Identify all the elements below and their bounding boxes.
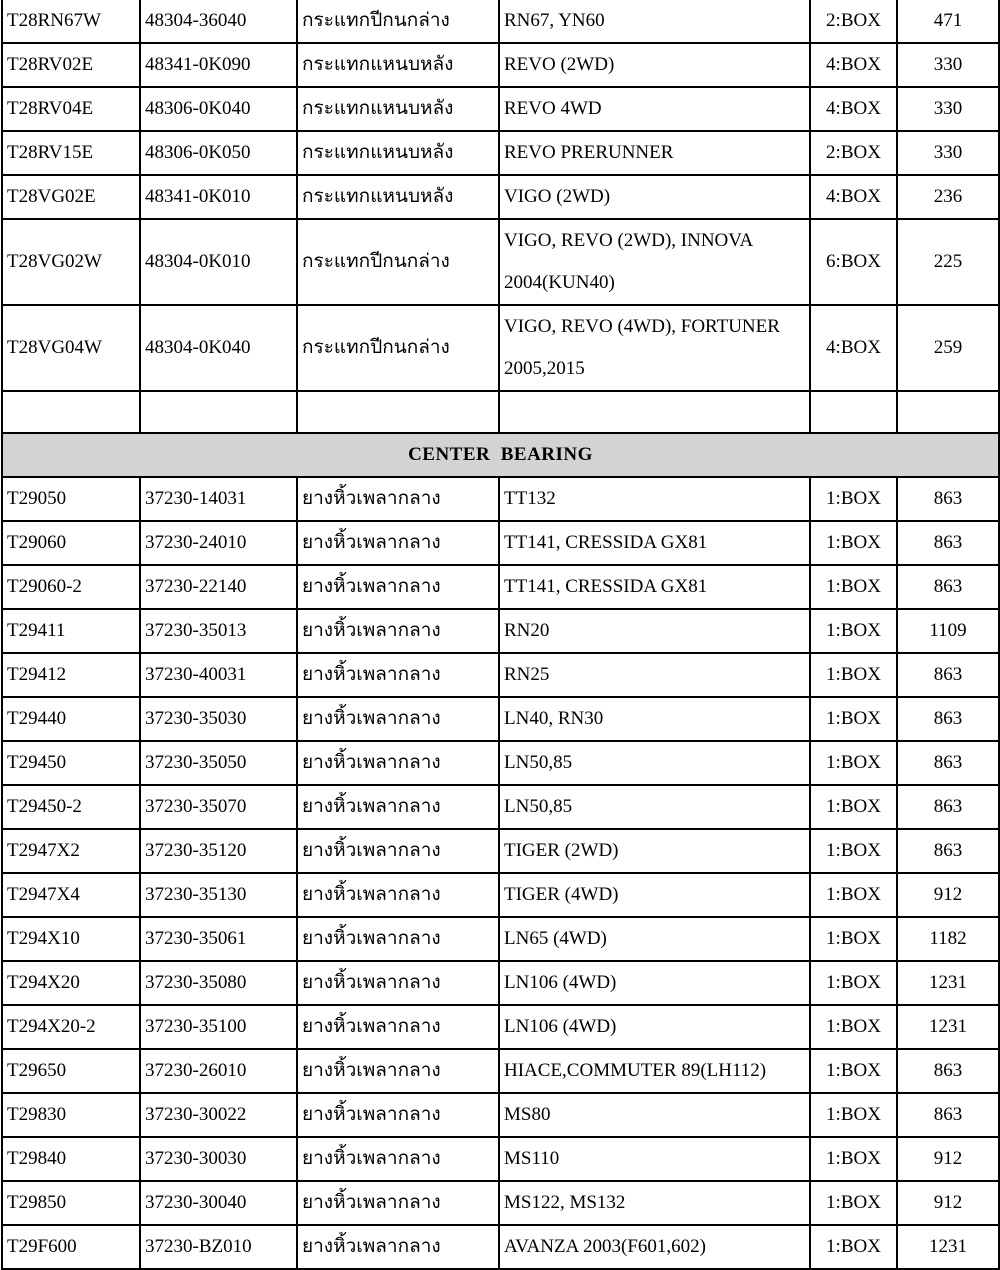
application-cell: HIACE,COMMUTER 89(LH112) [499, 1049, 810, 1093]
part-code-cell: T28RV02E [2, 43, 140, 87]
pack-qty-cell: 4:BOX [810, 305, 897, 391]
table-body-top [2, 0, 999, 391]
part-code-cell: T29440 [2, 697, 140, 741]
price-cell: 863 [897, 565, 999, 609]
part-code-cell: T28RV15E [2, 131, 140, 175]
description-cell: กระแทกปีกนกล่าง [297, 0, 499, 43]
table-row [2, 43, 999, 87]
oem-number-cell: 48306-0K040 [140, 87, 297, 131]
price-cell: 471 [897, 0, 999, 43]
part-code-cell: T294X10 [2, 917, 140, 961]
part-code-cell: T28VG04W [2, 305, 140, 391]
description-cell: กระแทกแหนบหลัง [297, 175, 499, 219]
oem-number-cell: 37230-14031 [140, 477, 297, 521]
description-cell: ยางหิ้วเพลากลาง [297, 521, 499, 565]
application-cell: REVO PRERUNNER [499, 131, 810, 175]
section-title: CENTER BEARING [2, 433, 999, 477]
oem-number-cell: 37230-35130 [140, 873, 297, 917]
price-cell: 912 [897, 1181, 999, 1225]
description-cell: ยางหิ้วเพลากลาง [297, 917, 499, 961]
application-cell: AVANZA 2003(F601,602) [499, 1225, 810, 1269]
description-cell: กระแทกแหนบหลัง [297, 131, 499, 175]
table-row [2, 0, 999, 43]
description-cell: ยางหิ้วเพลากลาง [297, 609, 499, 653]
application-cell: VIGO, REVO (2WD), INNOVA 2004(KUN40) [499, 219, 810, 305]
pack-qty-cell: 2:BOX [810, 0, 897, 43]
description-cell: ยางหิ้วเพลากลาง [297, 565, 499, 609]
table-row [2, 521, 999, 565]
application-cell: TT132 [499, 477, 810, 521]
description-cell: ยางหิ้วเพลากลาง [297, 1093, 499, 1137]
oem-number-cell: 37230-35120 [140, 829, 297, 873]
application-cell: VIGO, REVO (4WD), FORTUNER 2005,2015 [499, 305, 810, 391]
pack-qty-cell: 1:BOX [810, 697, 897, 741]
part-code-cell: T29830 [2, 1093, 140, 1137]
price-cell: 330 [897, 43, 999, 87]
oem-number-cell: 48306-0K050 [140, 131, 297, 175]
part-code-cell: T29412 [2, 653, 140, 697]
part-code-cell: T28RN67W [2, 0, 140, 43]
pack-qty-cell: 1:BOX [810, 1049, 897, 1093]
application-cell: TIGER (2WD) [499, 829, 810, 873]
pack-qty-cell: 1:BOX [810, 1093, 897, 1137]
table-row [2, 609, 999, 653]
oem-number-cell: 48304-0K010 [140, 219, 297, 305]
pack-qty-cell: 1:BOX [810, 785, 897, 829]
table-row [2, 131, 999, 175]
oem-number-cell: 48304-0K040 [140, 305, 297, 391]
table-row [2, 175, 999, 219]
oem-number-cell: 37230-35013 [140, 609, 297, 653]
oem-number-cell: 48341-0K090 [140, 43, 297, 87]
table-row [2, 785, 999, 829]
application-cell: LN50,85 [499, 741, 810, 785]
table-row [2, 1181, 999, 1225]
table-row [2, 1137, 999, 1181]
description-cell: ยางหิ้วเพลากลาง [297, 1049, 499, 1093]
price-cell: 225 [897, 219, 999, 305]
description-cell: ยางหิ้วเพลากลาง [297, 1181, 499, 1225]
part-code-cell: T28VG02E [2, 175, 140, 219]
table-row [2, 741, 999, 785]
pack-qty-cell: 4:BOX [810, 43, 897, 87]
pack-qty-cell: 1:BOX [810, 873, 897, 917]
application-cell: TT141, CRESSIDA GX81 [499, 565, 810, 609]
oem-number-cell: 37230-40031 [140, 653, 297, 697]
application-cell: LN65 (4WD) [499, 917, 810, 961]
pack-qty-cell: 1:BOX [810, 609, 897, 653]
price-cell: 863 [897, 1093, 999, 1137]
price-cell: 912 [897, 1137, 999, 1181]
description-cell: กระแทกปีกนกล่าง [297, 305, 499, 391]
oem-number-cell: 37230-30022 [140, 1093, 297, 1137]
pack-qty-cell: 1:BOX [810, 829, 897, 873]
pack-qty-cell: 1:BOX [810, 1137, 897, 1181]
description-cell: กระแทกปีกนกล่าง [297, 219, 499, 305]
table-row [2, 305, 999, 391]
price-cell: 863 [897, 697, 999, 741]
application-cell: TT141, CRESSIDA GX81 [499, 521, 810, 565]
part-code-cell: T29650 [2, 1049, 140, 1093]
part-code-cell: T29450 [2, 741, 140, 785]
pack-qty-cell: 1:BOX [810, 961, 897, 1005]
table-row [2, 653, 999, 697]
oem-number-cell: 37230-30030 [140, 1137, 297, 1181]
application-cell: VIGO (2WD) [499, 175, 810, 219]
part-code-cell: T29840 [2, 1137, 140, 1181]
part-code-cell: T29060-2 [2, 565, 140, 609]
pack-qty-cell: 1:BOX [810, 565, 897, 609]
part-code-cell: T294X20-2 [2, 1005, 140, 1049]
price-cell: 863 [897, 477, 999, 521]
table-row [2, 697, 999, 741]
description-cell: ยางหิ้วเพลากลาง [297, 741, 499, 785]
price-cell: 863 [897, 829, 999, 873]
pack-qty-cell: 4:BOX [810, 87, 897, 131]
price-cell: 1182 [897, 917, 999, 961]
part-code-cell: T29060 [2, 521, 140, 565]
part-code-cell: T2947X4 [2, 873, 140, 917]
price-cell: 863 [897, 741, 999, 785]
price-cell: 1231 [897, 961, 999, 1005]
oem-number-cell: 37230-26010 [140, 1049, 297, 1093]
description-cell: ยางหิ้วเพลากลาง [297, 829, 499, 873]
table-row [2, 1049, 999, 1093]
price-cell: 1109 [897, 609, 999, 653]
part-code-cell: T29450-2 [2, 785, 140, 829]
pack-qty-cell: 2:BOX [810, 131, 897, 175]
application-cell: RN25 [499, 653, 810, 697]
description-cell: ยางหิ้วเพลากลาง [297, 697, 499, 741]
table-row [2, 219, 999, 305]
section-header-body [2, 433, 999, 477]
price-cell: 236 [897, 175, 999, 219]
price-cell: 330 [897, 131, 999, 175]
blank-separator [2, 391, 999, 433]
table-row [2, 961, 999, 1005]
table-row [2, 87, 999, 131]
oem-number-cell: 37230-35100 [140, 1005, 297, 1049]
oem-number-cell: 37230-22140 [140, 565, 297, 609]
oem-number-cell: 37230-30040 [140, 1181, 297, 1225]
part-code-cell: T29850 [2, 1181, 140, 1225]
part-code-cell: T28RV04E [2, 87, 140, 131]
description-cell: ยางหิ้วเพลากลาง [297, 873, 499, 917]
oem-number-cell: 37230-35061 [140, 917, 297, 961]
pack-qty-cell: 1:BOX [810, 521, 897, 565]
pack-qty-cell: 1:BOX [810, 1225, 897, 1269]
part-code-cell: T29F600 [2, 1225, 140, 1269]
price-cell: 259 [897, 305, 999, 391]
part-code-cell: T29050 [2, 477, 140, 521]
application-cell: TIGER (4WD) [499, 873, 810, 917]
oem-number-cell: 37230-24010 [140, 521, 297, 565]
price-cell: 863 [897, 653, 999, 697]
application-cell: MS122, MS132 [499, 1181, 810, 1225]
price-cell: 863 [897, 785, 999, 829]
price-cell: 863 [897, 521, 999, 565]
table-row [2, 829, 999, 873]
application-cell: LN106 (4WD) [499, 1005, 810, 1049]
pack-qty-cell: 1:BOX [810, 917, 897, 961]
pack-qty-cell: 6:BOX [810, 219, 897, 305]
table-row [2, 477, 999, 521]
part-code-cell: T29411 [2, 609, 140, 653]
oem-number-cell: 37230-35080 [140, 961, 297, 1005]
application-cell: RN20 [499, 609, 810, 653]
application-cell: REVO 4WD [499, 87, 810, 131]
table-row [2, 873, 999, 917]
part-code-cell: T2947X2 [2, 829, 140, 873]
price-cell: 863 [897, 1049, 999, 1093]
pack-qty-cell: 1:BOX [810, 1005, 897, 1049]
description-cell: ยางหิ้วเพลากลาง [297, 653, 499, 697]
oem-number-cell: 37230-35030 [140, 697, 297, 741]
application-cell: MS110 [499, 1137, 810, 1181]
description-cell: ยางหิ้วเพลากลาง [297, 1005, 499, 1049]
price-cell: 330 [897, 87, 999, 131]
description-cell: กระแทกแหนบหลัง [297, 87, 499, 131]
table-row [2, 1093, 999, 1137]
pack-qty-cell: 1:BOX [810, 1181, 897, 1225]
pack-qty-cell: 4:BOX [810, 175, 897, 219]
pack-qty-cell: 1:BOX [810, 741, 897, 785]
oem-number-cell: 37230-35070 [140, 785, 297, 829]
part-code-cell: T294X20 [2, 961, 140, 1005]
price-cell: 1231 [897, 1005, 999, 1049]
description-cell: ยางหิ้วเพลากลาง [297, 961, 499, 1005]
pack-qty-cell: 1:BOX [810, 653, 897, 697]
oem-number-cell: 48304-36040 [140, 0, 297, 43]
table-row [2, 565, 999, 609]
description-cell: ยางหิ้วเพลากลาง [297, 477, 499, 521]
description-cell: ยางหิ้วเพลากลาง [297, 1137, 499, 1181]
table-row [2, 917, 999, 961]
application-cell: REVO (2WD) [499, 43, 810, 87]
part-code-cell: T28VG02W [2, 219, 140, 305]
table-row [2, 1225, 999, 1269]
application-cell: LN50,85 [499, 785, 810, 829]
table-row [2, 1005, 999, 1049]
application-cell: LN40, RN30 [499, 697, 810, 741]
blank-row [2, 391, 999, 433]
oem-number-cell: 37230-BZ010 [140, 1225, 297, 1269]
description-cell: ยางหิ้วเพลากลาง [297, 1225, 499, 1269]
price-cell: 1231 [897, 1225, 999, 1269]
application-cell: MS80 [499, 1093, 810, 1137]
application-cell: LN106 (4WD) [499, 961, 810, 1005]
oem-number-cell: 48341-0K010 [140, 175, 297, 219]
pack-qty-cell: 1:BOX [810, 477, 897, 521]
description-cell: ยางหิ้วเพลากลาง [297, 785, 499, 829]
application-cell: RN67, YN60 [499, 0, 810, 43]
table-body-center-bearing [2, 477, 999, 1269]
section-header-row [2, 433, 999, 477]
price-cell: 912 [897, 873, 999, 917]
parts-price-table [1, 0, 1000, 1270]
oem-number-cell: 37230-35050 [140, 741, 297, 785]
description-cell: กระแทกแหนบหลัง [297, 43, 499, 87]
